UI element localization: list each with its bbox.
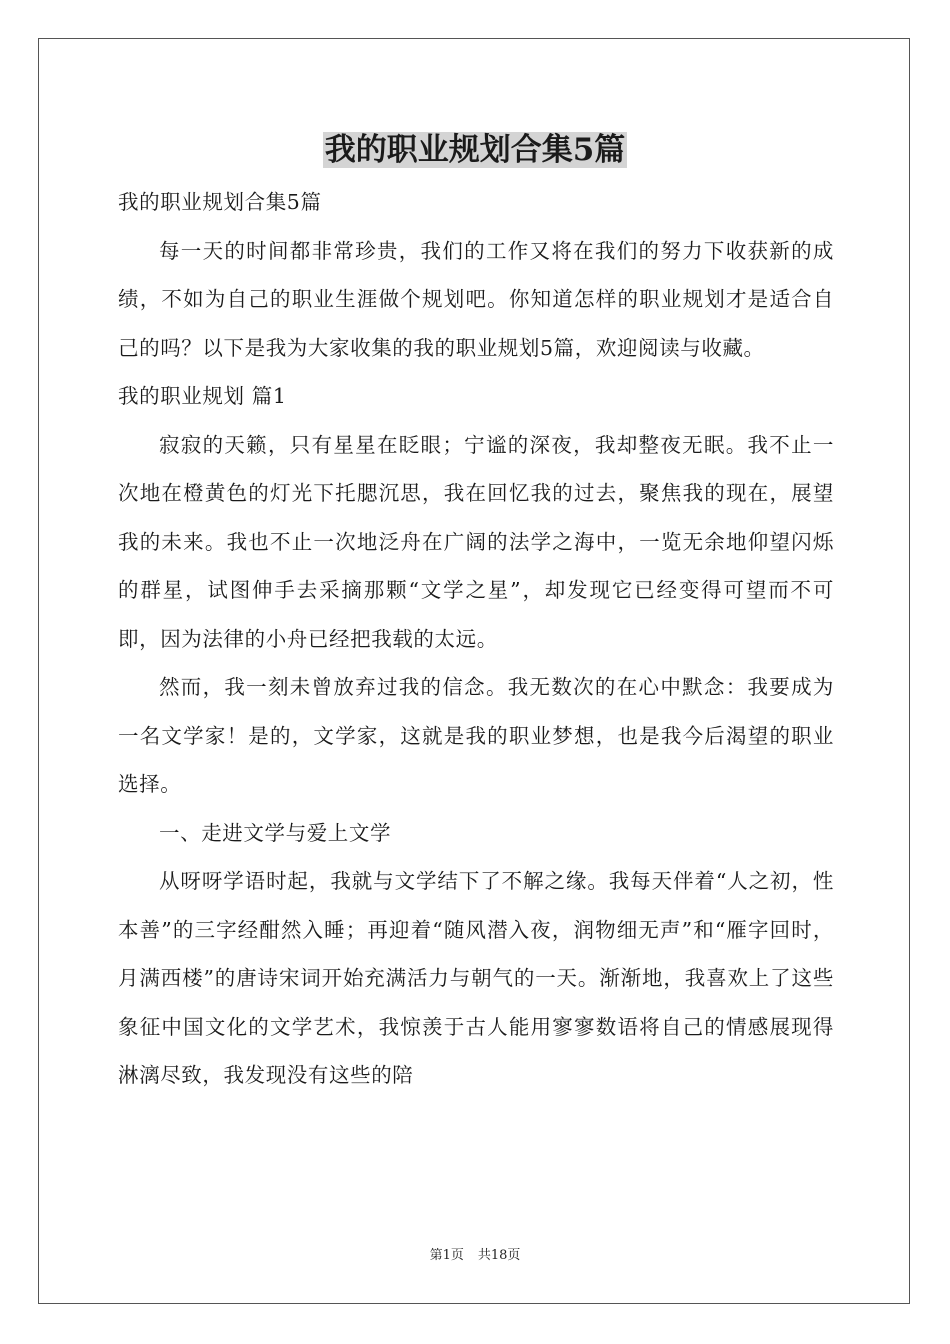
page-footer — [0, 1247, 950, 1265]
paragraph-subtitle: 我的职业规划合集5篇 — [118, 190, 322, 214]
document-title — [0, 128, 950, 172]
paragraph: 寂寂的天籁，只有星星在眨眼；宁谧的深夜，我却整夜无眠。我不止一次地在橙黄色的灯光下托腮沉思，我在回忆我的过去，聚焦我的现在，展望我的未来。我也不止一次地泛舟在广阔的法学之海中，一览无余地仰望闪烁的群星，试图伸手去采摘那颗“文学之星”，却发现它已经变得可望而不可即，因为法律的小舟已经把我载的太远。 — [118, 432, 834, 651]
page-total: 共18页 — [477, 1248, 521, 1263]
subsection-heading: 一、走进文学与爱上文学 — [159, 820, 392, 845]
section-heading: 我的职业规划 篇1 — [118, 384, 287, 408]
page-number: 第1页 — [429, 1248, 464, 1263]
paragraph: 从呀呀学语时起，我就与文学结下了不解之缘。我每天伴着“人之初，性本善”的三字经酣然入睡；再迎着“随风潜入夜，润物细无声”和“雁字回时，月满西楼”的唐诗宋词开始充满活力与朝气的一天。渐渐地，我喜欢上了这些象征中国文化的文学艺术，我惊羡于古人能用寥寥数语将自己的情感展现得淋漓尽致，我发现没有这些的陪 — [118, 869, 834, 1087]
paragraph-intro: 每一天的时间都非常珍贵，我们的工作又将在我们的努力下收获新的成绩，不如为自己的职业生涯做个规划吧。你知道怎样的职业规划才是适合自己的吗？以下是我为大家收集的我的职业规划5篇，欢迎阅读与收藏。 — [118, 238, 834, 360]
paragraph: 然而，我一刻未曾放弃过我的信念。我无数次的在心中默念：我要成为一名文学家！是的，文学家，这就是我的职业梦想，也是我今后渴望的职业选择。 — [118, 675, 834, 796]
document-title-text: 我的职业规划合集5篇 — [324, 132, 626, 168]
document-body — [118, 178, 834, 1100]
